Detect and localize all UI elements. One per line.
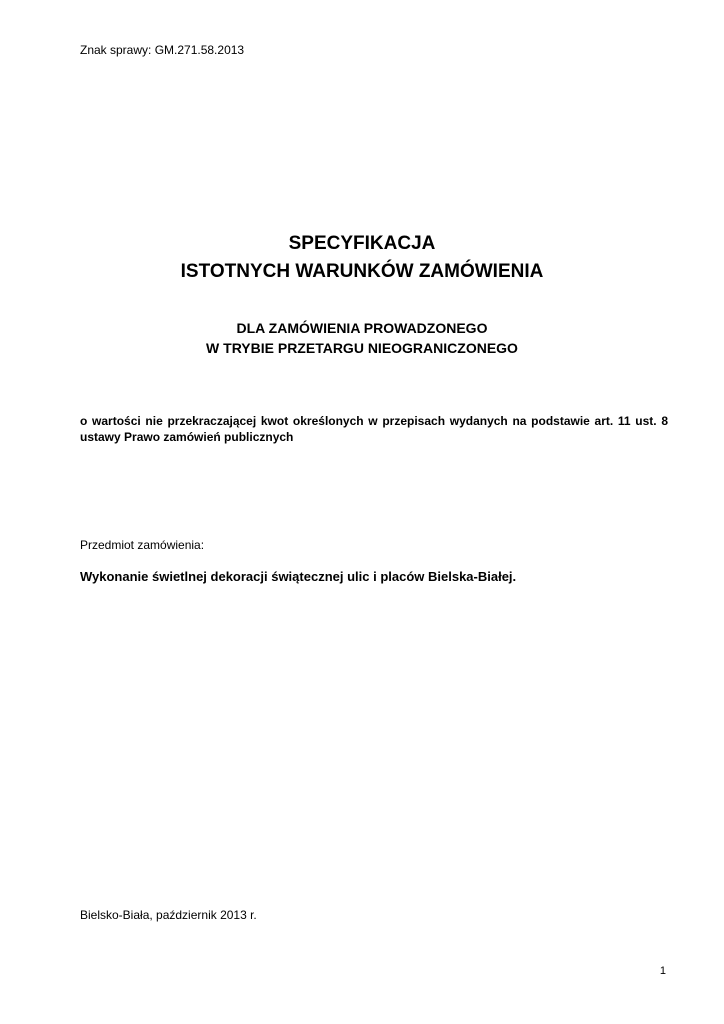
document-subtitle-line-2: W TRYBIE PRZETARGU NIEOGRANICZONEGO [206, 340, 518, 356]
document-title [0, 230, 724, 286]
subject-label: Przedmiot zamówienia: [80, 538, 205, 552]
document-title-line-2: ISTOTNYCH WARUNKÓW ZAMÓWIENIA [180, 261, 544, 282]
case-reference: Znak sprawy: GM.271.58.2013 [80, 43, 245, 57]
document-subtitle-line-1: DLA ZAMÓWIENIA PROWADZONEGO [236, 320, 488, 336]
value-threshold-note: o wartości nie przekraczającej kwot określonych w przepisach wydanych na podstawie art. 11 ust. 8 ustawy Prawo zamówień publicznych [80, 414, 668, 444]
place-and-date: Bielsko-Biała, październik 2013 r. [80, 908, 257, 922]
document-title-line-1: SPECYFIKACJA [288, 233, 436, 254]
document-subtitle [0, 318, 724, 358]
page-number: 1 [659, 965, 666, 977]
subject-value: Wykonanie świetlnej dekoracji świątecznej ulic i placów Bielska-Białej. [80, 569, 517, 584]
